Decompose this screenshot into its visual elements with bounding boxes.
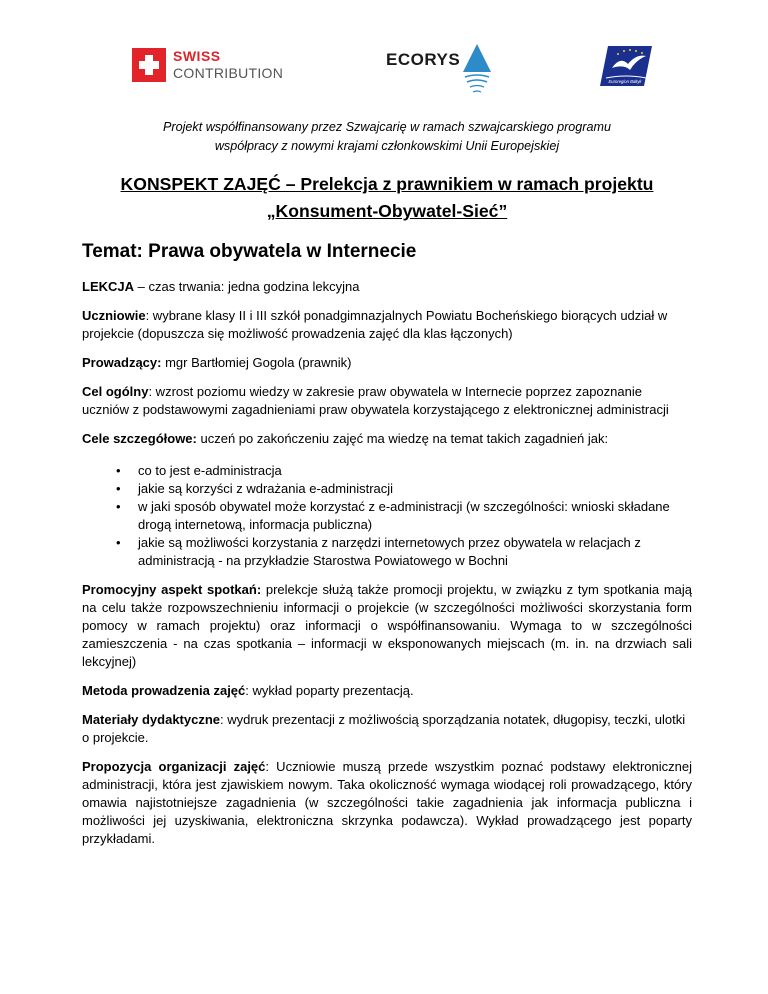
topic-heading: Temat: Prawa obywatela w Internecie (82, 241, 417, 262)
list-item (82, 462, 692, 480)
method-section (82, 682, 692, 700)
lesson-text: – czas trwania: jedna godzina lekcyjna (134, 279, 360, 294)
logo-bar (0, 40, 768, 96)
list-item (82, 498, 692, 534)
list-item (82, 480, 692, 498)
list-item-text: w jaki sposób obywatel może korzystać z e-administracji (w szczególności: wnioski składane drogą internetową, informacja publiczna) (138, 499, 670, 532)
general-goal-section (82, 383, 692, 419)
document-body (82, 118, 692, 859)
general-goal-text: : wzrost poziomu wiedzy w zakresie praw obywatela w Internecie poprzez zapoznanie uczniów z podstawowymi zagadnieniami praw obywatela korzystającego z elektronicznej administracji (82, 384, 669, 417)
document-title (82, 171, 692, 225)
cofinancing-line-1: Projekt współfinansowany przez Szwajcarię w ramach szwajcarskiego programu (163, 120, 611, 134)
ecorys-logo-text: ECORYS (386, 50, 461, 69)
students-text: : wybrane klasy II i III szkół ponadgimnazjalnych Powiatu Bocheńskiego biorących udział w projekcie (dopuszcza się możliwość prowadzenia zajęć dla klas łączonych) (82, 308, 668, 341)
organization-text: : Uczniowie muszą przede wszystkim poznać podstawy elektronicznej administracji, która jest zjawiskiem nowym. Taka okoliczność wymaga wiodącej roli prowadzącego, który omawia najistotniejsze zagadnienia (w szczególności takie zagadnienia jak informacja publiczna i możliwości jej uzyskiwania, elektroniczna skrzynka podawcza). Wykład prowadzącego jest poparty przykładami. (82, 759, 693, 846)
method-label: Metoda prowadzenia zajęć (82, 683, 246, 698)
students-label: Uczniowie (82, 308, 146, 323)
specific-goals-text: uczeń po zakończeniu zajęć ma wiedzę na temat takich zagadnień jak: (196, 431, 609, 446)
materials-text: : wydruk prezentacji z możliwością sporządzania notatek, długopisy, teczki, ulotki o projekcie. (82, 712, 686, 745)
swiss-logo-line1: SWISS (173, 48, 221, 64)
list-item-text: jakie są korzyści z wdrażania e-administracji (138, 481, 394, 496)
organization-section (82, 758, 692, 848)
ecorys-triangle-icon (460, 42, 494, 96)
promotion-text: prelekcje służą także promocji projektu, w związku z tym spotkania mają na celu także rozpowszechnieniu informacji o projekcie (w szczególności możliwości skorzystania form pomocy w ramach projektu) oraz informacji o współfinansowaniu. Wymaga to w szczególności zamieszczenia - na czas spotkania – informacji w eksponowanych miejscach (m. in. na drzwiach sali lekcyjnej) (82, 582, 693, 669)
lesson-duration (82, 278, 692, 296)
euro-logo-caption: Euroregion Bałtyk (608, 79, 642, 84)
bullet-icon: • (116, 535, 121, 550)
organization-label: Propozycja organizacji zajęć (82, 759, 266, 774)
euroregion-baltyk-logo (598, 42, 654, 90)
cofinancing-note (82, 118, 692, 156)
list-item-text: jakie są możliwości korzystania z narzędzi internetowych przez obywatela w relacjach z administracją - na przykładzie Starostwa Powiatowego w Bochni (138, 535, 641, 568)
lesson-label: LEKCJA (82, 279, 135, 294)
specific-goals-section (82, 430, 692, 448)
ecorys-logo (386, 42, 496, 96)
students-section (82, 307, 692, 343)
list-item-text: co to jest e-administracja (138, 463, 282, 478)
instructor-label: Prowadzący: (82, 355, 162, 370)
cofinancing-line-2: współpracy z nowymi krajami członkowskimi Unii Europejskiej (214, 139, 560, 153)
title-line-2: „Konsument-Obywatel-Sieć” (266, 201, 508, 221)
materials-label: Materiały dydaktyczne (82, 712, 221, 727)
list-item (82, 534, 692, 570)
swiss-cross-icon (132, 48, 166, 82)
instructor-section (82, 354, 692, 372)
bullet-icon: • (116, 481, 121, 496)
title-line-1: KONSPEKT ZAJĘĆ – Prelekcja z prawnikiem w ramach projektu (120, 174, 654, 194)
specific-goals-list (82, 462, 692, 570)
instructor-text: mgr Bartłomiej Gogola (prawnik) (161, 355, 352, 370)
bullet-icon: • (116, 499, 121, 514)
bullet-icon: • (116, 463, 121, 478)
promotion-section (82, 581, 692, 671)
general-goal-label: Cel ogólny (82, 384, 149, 399)
method-text: : wykład poparty prezentacją. (245, 683, 414, 698)
promotion-label: Promocyjny aspekt spotkań: (82, 582, 262, 597)
seagull-icon (598, 42, 654, 90)
swiss-contribution-logo (132, 48, 302, 82)
specific-goals-label: Cele szczegółowe: (82, 431, 197, 446)
materials-section (82, 711, 692, 747)
swiss-logo-line2: CONTRIBUTION (173, 65, 284, 81)
